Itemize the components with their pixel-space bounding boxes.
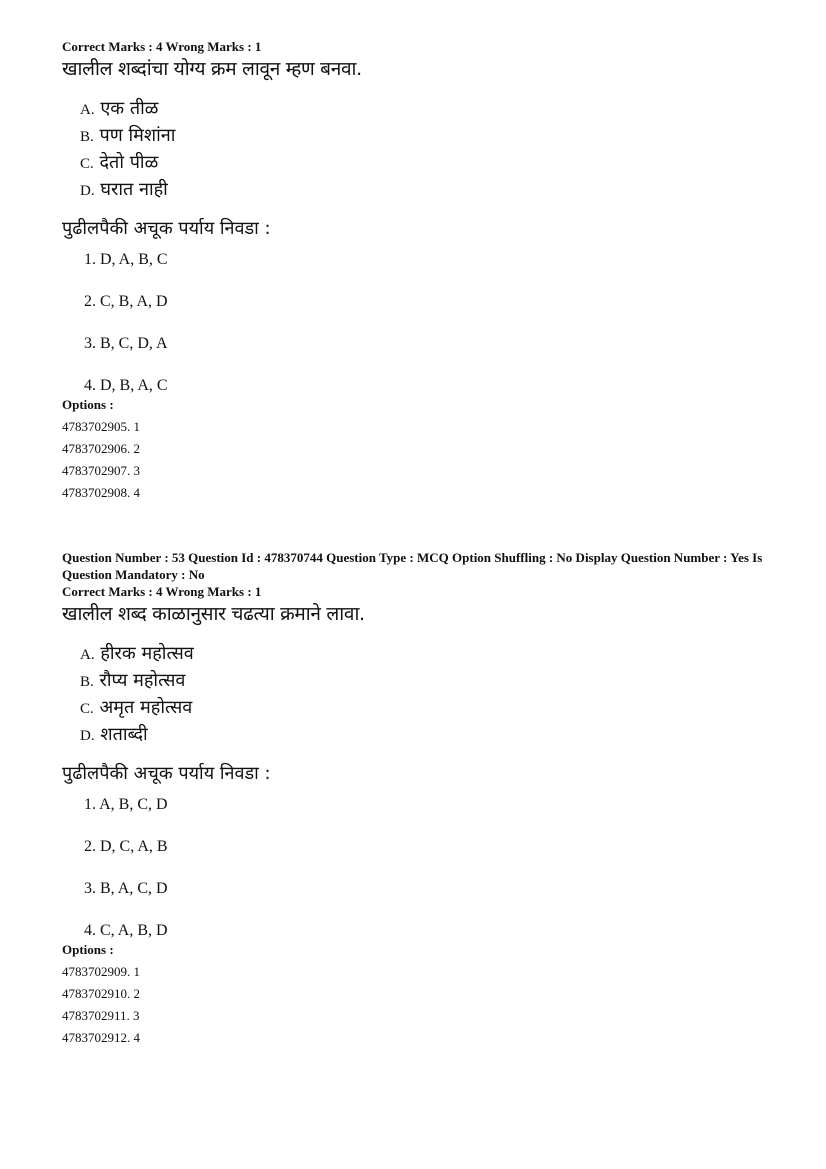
option-id-list (62, 961, 772, 1049)
item-letter: D. (80, 183, 95, 199)
item-letter: B. (80, 674, 94, 690)
options-label: Options : (62, 942, 114, 957)
answer-choice-4[interactable]: 4. D, B, A, C (84, 377, 168, 394)
option-id: 4783702908. 4 (62, 485, 140, 500)
item-text: पण मिशांना (99, 125, 176, 146)
item-letter: B. (80, 129, 94, 145)
choose-prompt: पुढीलपैकी अचूक पर्याय निवडा : (62, 763, 271, 784)
item-letter: C. (80, 156, 94, 172)
item-text: शताब्दी (100, 724, 148, 745)
list-item (80, 177, 772, 204)
item-text: देतो पीळ (99, 152, 159, 173)
item-text: रौप्य महोत्सव (99, 670, 186, 691)
option-id: 4783702912. 4 (62, 1030, 140, 1045)
marks-line: Correct Marks : 4 Wrong Marks : 1 (62, 39, 262, 54)
option-id: 4783702907. 3 (62, 463, 140, 478)
answer-choice-1[interactable]: 1. D, A, B, C (84, 251, 168, 268)
answer-choice-2[interactable]: 2. D, C, A, B (84, 838, 168, 855)
option-id: 4783702911. 3 (62, 1008, 140, 1023)
item-letter: C. (80, 701, 94, 717)
list-item (80, 641, 772, 668)
option-id-list (62, 416, 772, 504)
list-item (80, 96, 772, 123)
question-52-block (62, 38, 772, 504)
option-id: 4783702905. 1 (62, 419, 140, 434)
answer-choice-1[interactable]: 1. A, B, C, D (84, 796, 168, 813)
marks-line: Correct Marks : 4 Wrong Marks : 1 (62, 584, 262, 599)
item-letter: A. (80, 647, 95, 663)
answer-choice-3[interactable]: 3. B, A, C, D (84, 880, 168, 897)
answer-choice-3[interactable]: 3. B, C, D, A (84, 335, 168, 352)
question-text: खालील शब्द काळानुसार चढत्या क्रमाने लावा. (62, 603, 365, 625)
item-list (80, 96, 772, 204)
answer-choice-2[interactable]: 2. C, B, A, D (84, 293, 168, 310)
item-text: हीरक महोत्सव (100, 643, 194, 664)
answer-choice-4[interactable]: 4. C, A, B, D (84, 922, 168, 939)
item-list (80, 641, 772, 749)
options-label: Options : (62, 397, 114, 412)
item-text: घरात नाही (100, 179, 168, 200)
question-header: Question Number : 53 Question Id : 478370744 Question Type : MCQ Option Shuffling : No Display Question Number : Yes Is Question Mandatory : No (62, 550, 763, 582)
list-item (80, 150, 772, 177)
item-letter: A. (80, 102, 95, 118)
list-item (80, 668, 772, 695)
list-item (80, 695, 772, 722)
choose-prompt: पुढीलपैकी अचूक पर्याय निवडा : (62, 218, 271, 239)
item-text: एक तीळ (100, 98, 159, 119)
list-item (80, 123, 772, 150)
item-text: अमृत महोत्सव (99, 697, 193, 718)
option-id: 4783702909. 1 (62, 964, 140, 979)
answer-choices (84, 795, 772, 941)
question-text: खालील शब्दांचा योग्य क्रम लावून म्हण बनवा. (62, 58, 362, 80)
list-item (80, 722, 772, 749)
option-id: 4783702910. 2 (62, 986, 140, 1001)
option-id: 4783702906. 2 (62, 441, 140, 456)
question-53-block (62, 549, 772, 1049)
answer-choices (84, 250, 772, 396)
item-letter: D. (80, 728, 95, 744)
